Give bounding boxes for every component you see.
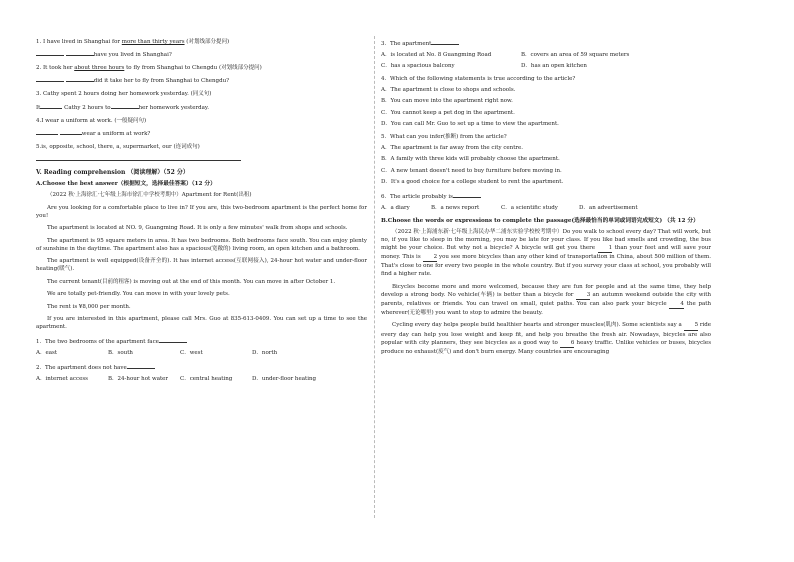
mc-options-2 [36,375,367,383]
passage-paragraph: The apartment is 95 square meters in area. It has two bedrooms. Both bedrooms face south. You can enjoy plenty of sunshine in the daytime. The apartment also has a spacious(宽敞的) living room, an open kitchen and a bathroom. [36,237,367,252]
mc-question-3: 3．The apartment [381,38,711,48]
passage-source: （2022 秋·上海徐汇·七年级上海市徐汇中学校考期中）Apartment for Rent(出租) [47,192,252,199]
cloze-blank[interactable]: 5 [684,321,699,330]
mc-options-3b [381,62,711,70]
option[interactable]: D．has an open kitchen [521,63,587,70]
mc-question-5: 5．What can you infer(推断) from the article? [381,133,507,140]
passage-paragraph: Are you looking for a comfortable place to live in? If you are, this two-bedroom apartment is the perfect home for you! [36,204,367,219]
option[interactable]: D．You can call Mr. Guo to set up a time to view the apartment. [381,120,559,127]
option[interactable]: A．The apartment is close to shops and schools. [381,87,516,94]
option[interactable]: D．It's a good choice for a college student to rent the apartment. [381,179,564,185]
cloze-paragraph-2: Bicycles become more and more welcomed, because they are fun for people and at the same time, they help develop a strong body. No vehicle(车辆) is better than a bicycle for 3 an autumn weekend outside the city with parents, relatives or friends. You can travel on small, quiet paths. You can also park your bicycle 4 the path wherever(无论哪里) you want to stop to admire the beauty. [381,283,712,316]
passage-paragraph: If you are interested in this apartment, please call Mrs. Guo at 835-613-0409. You can set up a time to see the apartment. [36,316,367,331]
mc-question-6: 6．The article probably is [381,191,711,201]
right-column [381,38,711,360]
cloze-blank[interactable]: 2 [423,253,438,262]
option[interactable]: D．under-floor heating [252,375,317,382]
option[interactable]: A．is located at No. 8 Guangming Road [381,52,492,59]
cloze-blank[interactable]: 1 [598,244,613,253]
mc-question-2: 2．The apartment does not have [36,362,367,372]
cloze-paragraph-1: （2022 秋·上海浦东新·七年级上海民办华二浦东实验学校校考期中）Do you walk to school every day? That will work, but no, if you like to sleep in the morning, you may be late for your class. If you like bad smells and crowding, the bus might be your choice. But why not a bicycle? A bicycle will get you there 1 than your feet and will save your money. This is 2 you see more bicycles than any other kind of transportation in China, about 500 million of them. That's close to one for every two people in the whole country. But if you survey your class at school, you probably will find a higher rate. [381,228,712,278]
option[interactable]: A．east [36,350,58,357]
option[interactable]: C．has a spacious balcony [381,63,455,70]
question-2: 2. It took her about three hours to fly from Shanghai to Chengdu (对划线部分提问) [36,65,262,72]
cloze-blank[interactable]: 6 [560,339,575,348]
option[interactable]: B．south [108,350,133,357]
option[interactable]: A．internet access [36,375,88,382]
mc-question-1: 1．The two bedrooms of the apartment face [36,336,367,346]
cloze-blank[interactable]: 4 [669,300,684,309]
left-column [36,38,367,387]
option[interactable]: C．central heating [180,375,233,382]
part-a-heading: A.Choose the best answer（根据短文，选择最佳答案）（12 分） [36,180,216,187]
answer-line-3: It Cathy 2 hours to her homework yesterday. [36,102,367,112]
mc-question-4: 4．Which of the following statements is true according to the article? [381,75,576,82]
option[interactable]: C．A new tenant doesn't need to buy furniture before moving in. [381,167,562,174]
answer-line-1: have you lived in Shanghai? [36,49,367,59]
cloze-blank[interactable]: 3 [576,291,591,300]
passage-paragraph: The apartment is located at NO. 9, Guangming Road. It is only a few minutes' walk from shops and schools. [47,225,348,232]
passage-paragraph: The rent is ¥8,000 per month. [47,303,131,310]
option[interactable]: D．north [252,350,278,357]
passage-paragraph: We are totally pet-friendly. You can move in with your lovely pets. [47,291,230,298]
question-3: 3. Cathy spent 2 hours doing her homework yesterday. (同义句) [36,91,212,98]
column-divider [374,36,375,518]
passage-paragraph: The apartment is well equipped(设备齐全的). It has internet access(互联网接入), 24-hour hot water and under-floor heating(暖气). [36,258,367,273]
option[interactable]: C．a scientific study [501,205,558,212]
option[interactable]: A．The apartment is far away from the city centre. [381,145,524,152]
answer-line-5 [36,154,367,164]
option[interactable]: B．You can move into the apartment right now. [381,98,513,105]
mc-options-3a [381,51,711,59]
part-b-heading: B.Choose the words or expressions to complete the passage(选择最恰当的单词或词语完成短文) （共 12 分） [381,217,699,224]
mc-options-1 [36,349,367,357]
question-4: 4.I wear a uniform at work. (一般疑问句) [36,117,147,124]
answer-line-2: did it take her to fly from Shanghai to Chengdu? [36,75,367,85]
mc-options-6 [381,204,711,212]
answer-line-4: wear a uniform at work? [36,128,367,138]
option[interactable]: B．24-hour hot water [108,375,169,382]
option[interactable]: B．a news report [431,205,480,212]
option[interactable]: A．a diary [381,205,410,212]
option[interactable]: D．an advertisement [579,205,638,212]
option[interactable]: C．You cannot keep a pet dog in the apartment. [381,109,515,116]
passage-paragraph: The current tenant(目前的租客) is moving out at the end of this month. You can move in after October 1. [47,278,336,285]
option[interactable]: B．covers an area of 59 square meters [521,52,630,59]
question-1: 1. I have lived in Shanghai for more than thirty years (对划线部分提问) [36,39,230,45]
section-heading: V. Reading comprehension （阅读理解）（52 分） [36,168,189,176]
question-5: 5.is, opposite, school, there, a, supermarket, our (连词成句) [36,143,200,150]
option[interactable]: B．A family with three kids will probably choose the apartment. [381,156,560,163]
option[interactable]: C．west [180,350,203,357]
cloze-paragraph-3: Cycling every day helps people build healthier hearts and stronger muscles(肌肉). Some scientists say a 5 ride every day can help you lose weight and keep fit, and help you breathe the fresh air. Nowadays, bicycles are also popular with city planners, they see bicycles as a good way to 6 heavy traffic. Unlike vehicles or buses, bicycles produce no exhaust(废气) and don't burn energy. Many countries are encouraging [381,322,712,355]
